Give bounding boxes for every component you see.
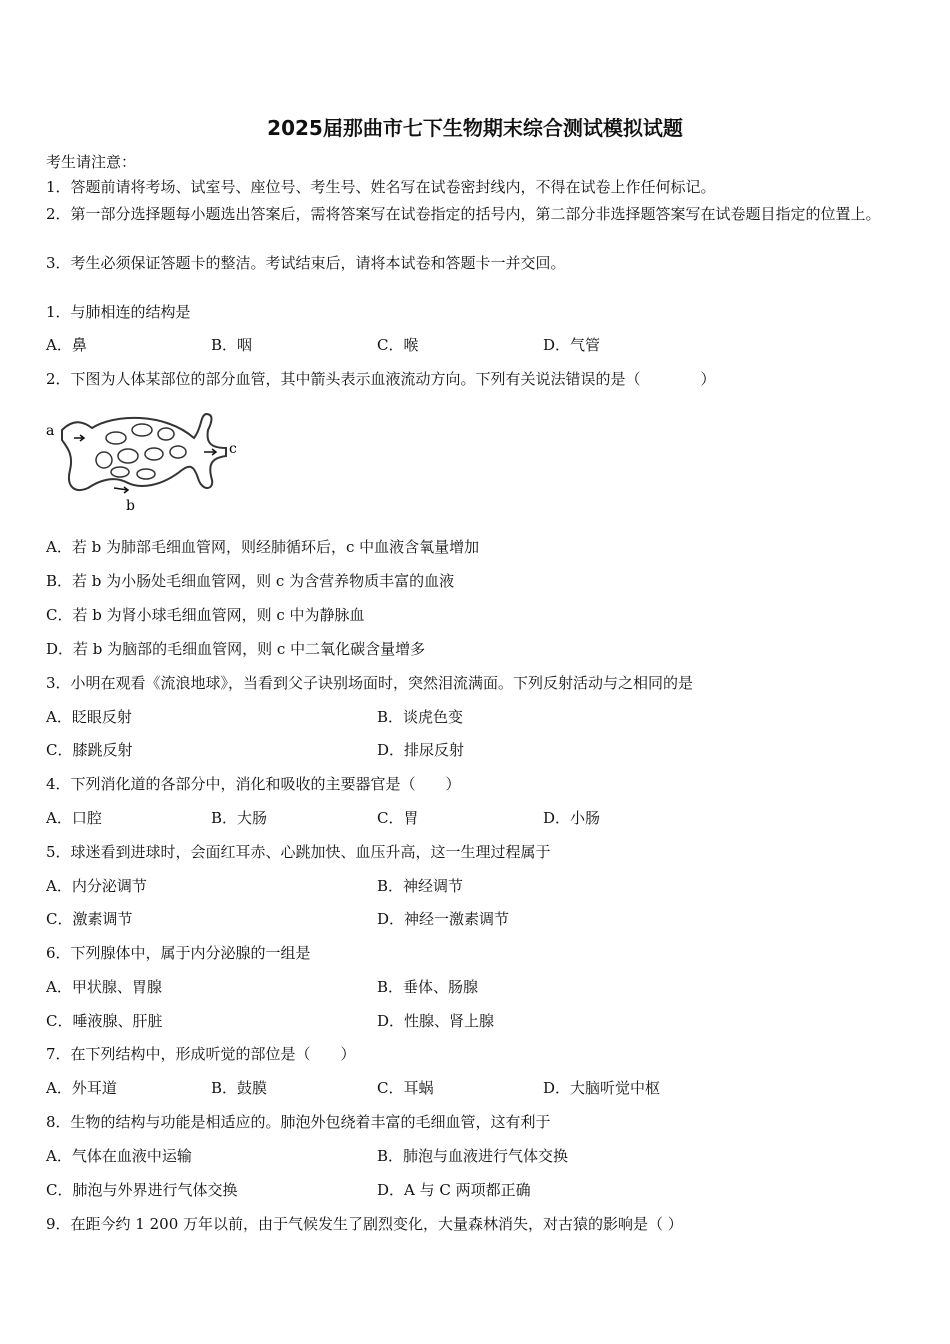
option: A．气体在血液中运输 (46, 1147, 192, 1165)
option: A．眨眼反射 (46, 708, 132, 726)
option: D．性腺、肾上腺 (377, 1012, 495, 1030)
option: B．若 b 为小肠处毛细血管网，则 c 为含营养物质丰富的血液 (46, 572, 455, 590)
question-stem: 8．生物的结构与功能是相适应的。肺泡外包绕着丰富的毛细血管，这有利于 (46, 1113, 551, 1131)
option: B．肺泡与血液进行气体交换 (377, 1147, 569, 1165)
question-stem: 2．下图为人体某部位的部分血管，其中箭头表示血液流动方向。下列有关说法错误的是（ ） (46, 370, 716, 388)
question-stem: 6．下列腺体中，属于内分泌腺的一组是 (46, 944, 311, 962)
option: C．胃 (377, 809, 419, 827)
question-stem: 3．小明在观看《流浪地球》，当看到父子诀别场面时，突然泪流满面。下列反射活动与之相同的是 (46, 674, 694, 692)
option: A．若 b 为肺部毛细血管网，则经肺循环后，c 中血液含氧量增加 (46, 538, 480, 556)
option: B．鼓膜 (211, 1079, 268, 1097)
diagram-label-b: b (126, 498, 135, 514)
option: D．若 b 为脑部的毛细血管网，则 c 中二氧化碳含量增多 (46, 640, 426, 658)
option: C．激素调节 (46, 910, 133, 928)
notice-item: 1．答题前请将考场、试室号、座位号、考生号、姓名写在试卷密封线内，不得在试卷上作任何标记。 (46, 178, 716, 196)
option: C．若 b 为肾小球毛细血管网，则 c 中为静脉血 (46, 606, 365, 624)
flow-arrow (204, 449, 216, 455)
option: A．鼻 (46, 336, 87, 354)
question-stem: 9．在距今约 1 200 万年以前，由于气候发生了剧烈变化，大量森林消失，对古猿的影响是（ ） (46, 1215, 683, 1233)
page-title: 2025届那曲市七下生物期末综合测试模拟试题 (267, 116, 683, 140)
option: D．神经一激素调节 (377, 910, 510, 928)
option: C．膝跳反射 (46, 741, 133, 759)
question-stem: 7．在下列结构中，形成听觉的部位是（ ） (46, 1045, 356, 1063)
option: D．气管 (543, 336, 601, 354)
option: A．甲状腺、胃腺 (46, 978, 162, 996)
option: B．咽 (211, 336, 253, 354)
capillary-gap (145, 448, 163, 460)
option: B．神经调节 (377, 877, 464, 895)
option: C．喉 (377, 336, 419, 354)
capillary-gap (118, 449, 138, 463)
question-stem: 4．下列消化道的各部分中，消化和吸收的主要器官是（ ） (46, 775, 461, 793)
diagram-label-c: c (229, 441, 237, 457)
capillary-gap (106, 432, 126, 444)
notice-item: 2．第一部分选择题每小题选出答案后，需将答案写在试卷指定的括号内，第二部分非选择题答案写在试卷题目指定的位置上。 (46, 205, 881, 223)
notice-heading: 考生请注意： (46, 153, 137, 171)
option: A．口腔 (46, 809, 102, 827)
option: C．肺泡与外界进行气体交换 (46, 1181, 238, 1199)
option: B．大肠 (211, 809, 268, 827)
capillary-gap (111, 467, 129, 477)
question-stem: 1．与肺相连的结构是 (46, 303, 191, 321)
diagram-label-a: a (46, 423, 55, 439)
question-stem: 5．球迷看到进球时，会面红耳赤、心跳加快、血压升高，这一生理过程属于 (46, 843, 551, 861)
option: D．小肠 (543, 809, 601, 827)
option: B．谈虎色变 (377, 708, 464, 726)
flow-arrow (74, 435, 84, 441)
capillary-gap (137, 469, 155, 479)
option: C．唾液腺、肝脏 (46, 1012, 163, 1030)
capillary-gap (132, 424, 152, 436)
notice-item: 3．考生必须保证答题卡的整洁。考试结束后，请将本试卷和答题卡一并交回。 (46, 254, 566, 272)
option: A．外耳道 (46, 1079, 117, 1097)
option: C．耳蜗 (377, 1079, 434, 1097)
option: A．内分泌调节 (46, 877, 147, 895)
capillary-gap (170, 446, 186, 458)
capillary-gap (158, 428, 174, 440)
option: D．大脑听觉中枢 (543, 1079, 661, 1097)
option: D．排尿反射 (377, 741, 465, 759)
option: B．垂体、肠腺 (377, 978, 479, 996)
capillary-gap (96, 452, 112, 468)
flow-arrow (114, 487, 128, 493)
option: D．A 与 C 两项都正确 (377, 1181, 531, 1199)
blood-vessel-diagram (44, 408, 244, 518)
